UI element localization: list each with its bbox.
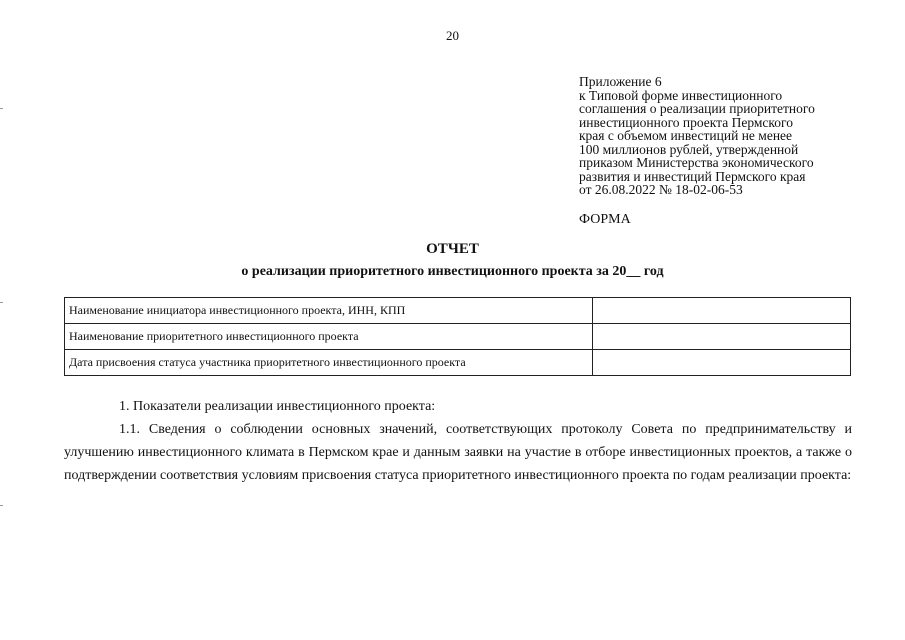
status-date-value (593, 350, 851, 376)
appendix-line: инвестиционного проекта Пермского (579, 114, 794, 130)
appendix-line: от 26.08.2022 № 18-02-06-53 (579, 182, 743, 197)
initiator-value (593, 298, 851, 324)
section-heading: 1. Показатели реализации инвестиционного проекта: (119, 399, 436, 414)
appendix-line: развития и инвестиций Пермского края (579, 168, 806, 184)
appendix-line: соглашения о реализации приоритетного (579, 101, 815, 116)
form-label: ФОРМА (579, 212, 631, 227)
table-row (65, 324, 851, 350)
scan-edge-mark (0, 108, 3, 109)
project-name-value (593, 324, 851, 350)
appendix-line: края с объемом инвестиций не менее (579, 128, 793, 143)
body-text (64, 395, 852, 487)
report-title: ОТЧЕТ (426, 241, 479, 257)
table-row (65, 350, 851, 376)
scan-edge-mark (0, 302, 3, 303)
table-row (65, 298, 851, 324)
appendix-line: приказом Министерства экономического (579, 155, 814, 170)
appendix-line: к Типовой форме инвестиционного (579, 87, 783, 103)
status-date-label: Дата присвоения статуса участника приоритетного инвестиционного проекта (65, 350, 593, 376)
appendix-line: 100 миллионов рублей, утвержденной (579, 141, 799, 157)
appendix-block (579, 75, 879, 197)
project-name-label: Наименование приоритетного инвестиционного проекта (65, 324, 593, 350)
report-subtitle: о реализации приоритетного инвестиционного проекта за 20__ год (241, 264, 664, 279)
page-number: 20 (446, 28, 459, 43)
appendix-line: Приложение 6 (579, 74, 662, 89)
initiator-label: Наименование инициатора инвестиционного проекта, ИНН, КПП (65, 298, 593, 324)
section-paragraph: 1.1. Сведения о соблюдении основных значений, соответствующих протоколу Совета по предпринимательству и улучшению инвестиционного климата в Пермском крае и данным заявки на участие в отборе инвестиционных проектов, а также о подтверждении соответствия условиям присвоения статуса приоритетного инвестиционного проекта по годам реализации проекта: (64, 422, 852, 483)
info-table (64, 297, 851, 376)
scan-edge-mark (0, 505, 3, 506)
